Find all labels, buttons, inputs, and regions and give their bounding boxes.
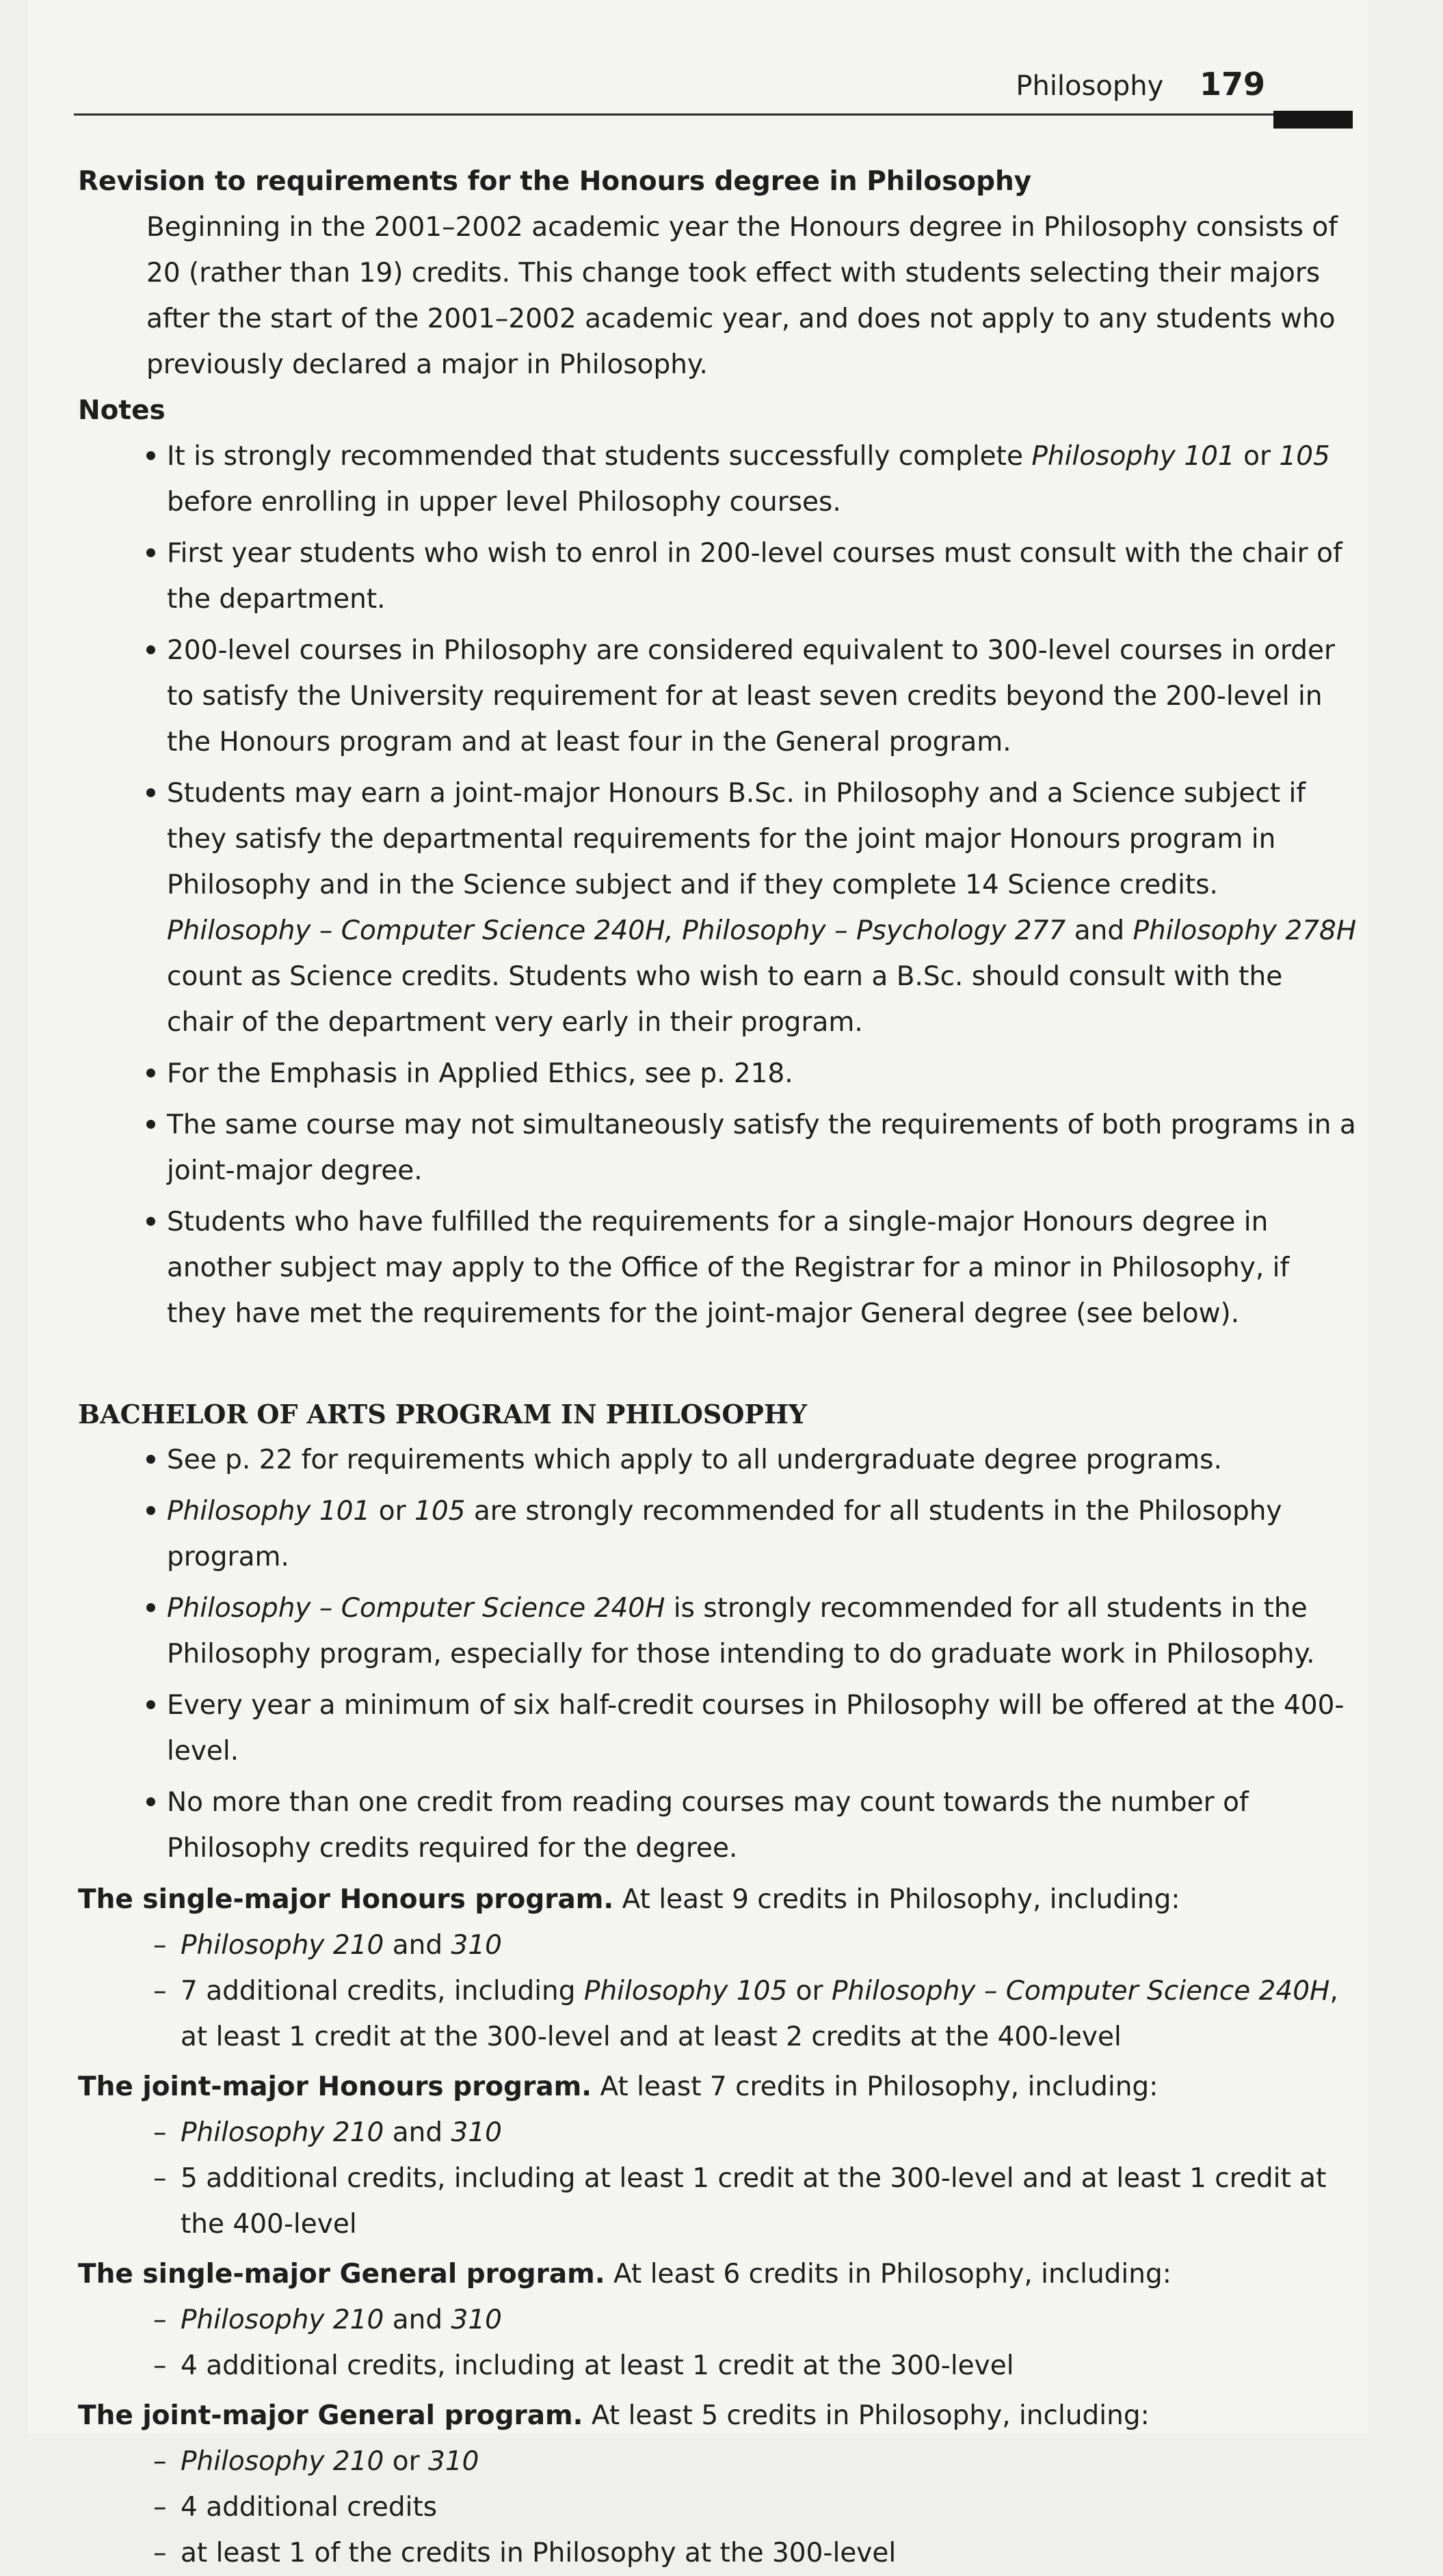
requirement-item: – 5 additional credits, including at least 1 credit at the 300-level and at least 1 credit at the 400-level — [181, 2156, 1357, 2247]
ba-item: Every year a minimum of six half-credit courses in Philosophy will be offered at the 400-level. — [167, 1682, 1357, 1774]
requirement-item: – Philosophy 210 and 310 — [181, 2110, 1357, 2156]
notes-list — [78, 433, 1357, 1337]
single-major-honours-heading: The single-major Honours program. At least 9 credits in Philosophy, including: — [78, 1884, 1180, 1915]
notes-item: The same course may not simultaneously satisfy the requirements of both programs in a joint-major degree. — [167, 1102, 1357, 1194]
single-major-general-heading: The single-major General program. At least 6 credits in Philosophy, including: — [78, 2259, 1171, 2290]
requirement-item: – at least 1 of the credits in Philosophy at the 300-level — [181, 2530, 1357, 2576]
ba-list — [78, 1437, 1357, 1871]
header-rule-accent — [1273, 111, 1353, 129]
revision-heading: Revision to requirements for the Honours degree in Philosophy — [78, 166, 1032, 197]
joint-major-general-list — [78, 2439, 1357, 2576]
ba-program-heading: BACHELOR OF ARTS PROGRAM IN PHILOSOPHY — [78, 1399, 808, 1430]
requirement-item: – 7 additional credits, including Philosophy 105 or Philosophy – Computer Science 240H, at least 1 credit at the 300-level and at least 2 credits at the 400-level — [181, 1968, 1357, 2060]
notes-heading: Notes — [78, 395, 166, 426]
notes-item: First year students who wish to enrol in 200-level courses must consult with the chair of the department. — [167, 531, 1357, 622]
header-section-title: Philosophy — [1016, 70, 1164, 102]
joint-major-general-heading: The joint-major General program. At least 5 credits in Philosophy, including: — [78, 2400, 1150, 2431]
ba-item: Philosophy 101 or 105 are strongly recommended for all students in the Philosophy program. — [167, 1488, 1357, 1580]
requirement-item: – 4 additional credits, including at least 1 credit at the 300-level — [181, 2343, 1357, 2389]
requirement-item: – 4 additional credits — [181, 2484, 1357, 2530]
revision-paragraph: Beginning in the 2001–2002 academic year the Honours degree in Philosophy consists of 20 (rather than 19) credits. This change took effect with students selecting their majors after the start of the 2001–2002 academic year, and does not apply to any students who previously declared a major in Philosophy. — [146, 212, 1338, 380]
joint-major-honours-list — [78, 2110, 1357, 2247]
page-number: 179 — [1199, 66, 1265, 103]
ba-item: No more than one credit from reading courses may count towards the number of Philosophy credits required for the degree. — [167, 1780, 1357, 1871]
running-header — [1016, 66, 1265, 103]
single-major-general-list — [78, 2297, 1357, 2389]
requirement-item: – Philosophy 210 or 310 — [181, 2439, 1357, 2484]
ba-item: See p. 22 for requirements which apply to all undergraduate degree programs. — [167, 1437, 1357, 1483]
page-content — [78, 159, 1357, 2576]
header-rule — [74, 113, 1353, 116]
notes-item: It is strongly recommended that students successfully complete Philosophy 101 or 105 before enrolling in upper level Philosophy courses. — [167, 433, 1357, 525]
notes-item: Students may earn a joint-major Honours B.Sc. in Philosophy and a Science subject if they satisfy the departmental requirements for the joint major Honours program in Philosophy and in the Science subject and if they complete 14 Science credits. Philosophy – Computer Science 240H, Philosophy – Psychology 277 and Philosophy 278H count as Science credits. Students who wish to earn a B.Sc. should consult with the chair of the department very early in their program. — [167, 770, 1357, 1045]
requirement-item: – Philosophy 210 and 310 — [181, 1922, 1357, 1968]
notes-item: Students who have fulfilled the requirements for a single-major Honours degree in another subject may apply to the Office of the Registrar for a minor in Philosophy, if they have met the requirements for the joint-major General degree (see below). — [167, 1199, 1357, 1337]
joint-major-honours-heading: The joint-major Honours program. At least 7 credits in Philosophy, including: — [78, 2071, 1159, 2102]
notes-item: For the Emphasis in Applied Ethics, see p. 218. — [167, 1051, 1357, 1097]
requirement-item: – Philosophy 210 and 310 — [181, 2297, 1357, 2343]
ba-item: Philosophy – Computer Science 240H is strongly recommended for all students in the Philosophy program, especially for those intending to do graduate work in Philosophy. — [167, 1585, 1357, 1677]
single-major-honours-list — [78, 1922, 1357, 2060]
notes-item: 200-level courses in Philosophy are considered equivalent to 300-level courses in order to satisfy the University requirement for at least seven credits beyond the 200-level in the Honours program and at least four in the General program. — [167, 628, 1357, 765]
